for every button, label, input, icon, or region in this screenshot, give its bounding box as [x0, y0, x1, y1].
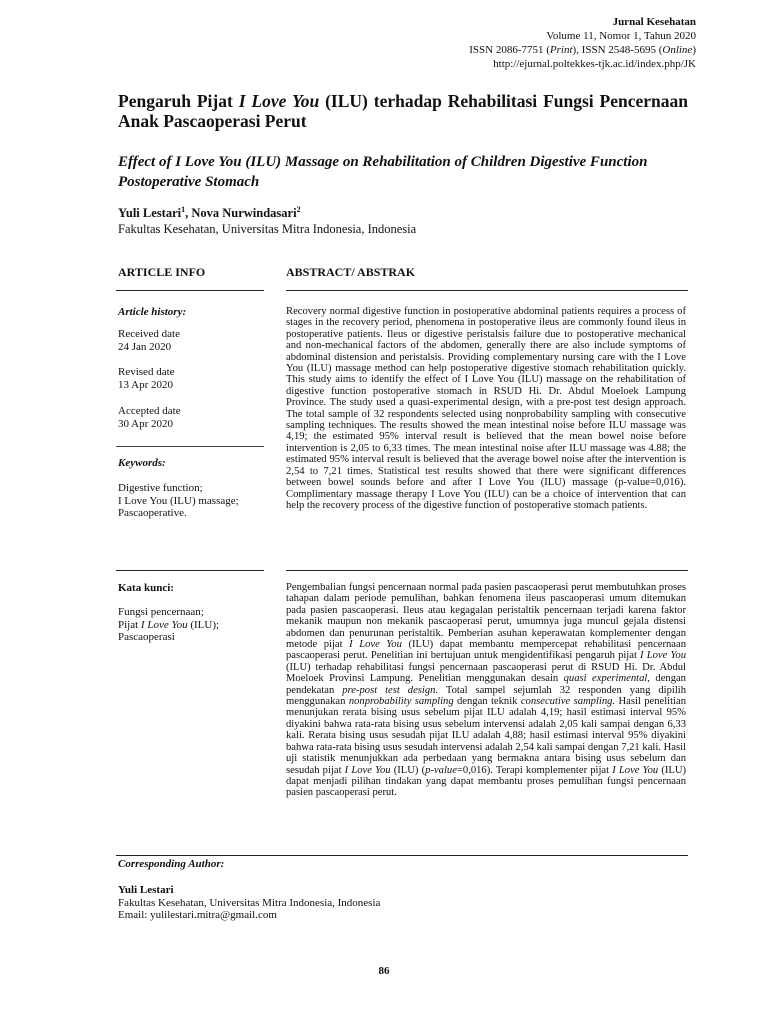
abs-id-seg: dengan teknik — [453, 696, 521, 708]
article-history-label: Article history: — [118, 306, 187, 318]
kk2-pre: Pijat — [118, 618, 141, 631]
revised-date: 13 Apr 2020 — [118, 378, 173, 391]
abstract-english — [286, 306, 686, 511]
author-sep: , — [185, 206, 192, 221]
abs-id-seg: Pengembalian fungsi pencernaan normal pada pasien pascaoperasi perut membutuhkan proses tahapan dalam periode pemulihan, bahkan fenomena ileus pascaoperasi umum ditemukan pada pasien pascaoperasi. Ileus atau kegagalan peristaltik pencernaan terjadi karena faktor mekanik maupun non mekanik pascaoperasi perut, umumnya juga muncul gejala distensi abdomen dan penurunan peristaltik. Pemberian asuhan keperawatan komplementer dengan metode pijat — [286, 582, 686, 651]
article-info-heading: ARTICLE INFO — [118, 265, 206, 279]
journal-issn — [469, 43, 696, 57]
abs-id-seg: (ILU) terhadap rehabilitasi fungsi pencernaan pascaoperasi perut di RSUD Hi. Dr. Abdul Moeloek Provinsi Lampung. Penelitian menggunakan desain — [286, 661, 686, 685]
author-2-sup: 2 — [296, 205, 301, 214]
authors — [118, 205, 301, 221]
kk2-post: (ILU); — [187, 618, 220, 631]
kata-kunci-label: Kata kunci: — [118, 582, 174, 594]
accepted-block — [118, 405, 181, 430]
title-id-italic: I Love You — [238, 91, 320, 111]
title-id-part2: (ILU) terhadap Rehabilitasi Fungsi Pencernaan Anak Pascaoperasi Perut — [118, 91, 689, 131]
keywords-label: Keywords: — [118, 457, 166, 469]
abs-id-italic: p-value — [425, 764, 457, 776]
rule-right-top — [286, 290, 688, 291]
abs-id-seg: (ILU) dapat membantu mempercepat rehabilitasi pencernaan pascaoperasi perut. Penelitian ini bertujuan untuk mengidentifikasi pengaruh pijat — [286, 639, 686, 662]
accepted-date: 30 Apr 2020 — [118, 417, 173, 430]
corresponding-name: Yuli Lestari — [118, 884, 174, 896]
abs-id-italic: I Love You — [344, 764, 391, 776]
abstract-indonesian-text — [286, 582, 686, 799]
issn-prefix: ISSN 2086-7751 ( — [469, 44, 550, 56]
issn-online: Online — [662, 44, 693, 56]
abs-id-seg: Total sampel sejumlah 32 responden yang dipilih menggunakan — [286, 684, 687, 708]
abs-id-italic: I Love You — [349, 639, 402, 651]
abs-id-seg: (ILU) ( — [390, 764, 426, 776]
author-1-sup: 1 — [181, 205, 186, 214]
rule-left-top — [116, 290, 264, 291]
rule-left-mid — [116, 446, 264, 447]
received-block — [118, 328, 180, 353]
journal-header — [469, 15, 696, 71]
journal-url[interactable]: http://ejurnal.poltekkes-tjk.ac.id/index.php/JK — [493, 58, 696, 70]
abstract-indonesian — [286, 582, 686, 799]
journal-volume: Volume 11, Nomor 1, Tahun 2020 — [546, 30, 696, 42]
revised-block — [118, 366, 175, 391]
rule-right-lower — [286, 570, 688, 571]
corresponding-affiliation: Fakultas Kesehatan, Universitas Mitra Indonesia, Indonesia — [118, 896, 381, 909]
page-number: 86 — [378, 965, 390, 977]
keyword-item: Pascaoperative. — [118, 507, 187, 519]
corresponding-block — [118, 884, 380, 922]
keyword-item: I Love You (ILU) massage; — [118, 494, 239, 507]
corresponding-label: Corresponding Author: — [118, 858, 225, 870]
rule-left-lower — [116, 570, 264, 571]
kata-kunci-item: Pascaoperasi — [118, 631, 175, 643]
journal-name: Jurnal Kesehatan — [612, 16, 696, 28]
rule-bottom — [116, 855, 688, 856]
title-id-part1: Pengaruh Pijat — [118, 91, 239, 111]
accepted-label: Accepted date — [118, 405, 181, 417]
received-label: Received date — [118, 328, 180, 340]
keyword-item: Digestive function; — [118, 482, 203, 494]
abs-id-italic: quasi experimental, — [563, 673, 650, 685]
keywords-list — [118, 482, 239, 520]
received-date: 24 Jan 2020 — [118, 340, 172, 353]
abs-id-italic: pre-post test design. — [342, 684, 439, 696]
abs-id-seg: dengan pendekatan — [286, 673, 686, 696]
author-1: Yuli Lestari — [118, 206, 182, 221]
abs-id-italic: I Love You — [640, 650, 686, 662]
author-2: Nova Nurwindasari — [191, 206, 297, 221]
abs-id-italic: nonprobability sampling — [348, 696, 454, 708]
abs-id-seg: (ILU) dapat menjadi pilihan tindakan yang dapat membantu proses pemulihan fungsi pencernaan pasien pascaoperasi perut. — [286, 764, 687, 799]
abstract-english-text: Recovery normal digestive function in postoperative abdominal patients requires a process of stages in the recovery period, phenomena in postoperative ileus are commonly found ileus in postoperative patients. Ileus or digestive peristalsis failure due to postoperative mechanical and non-mechanical factors of the abdomen, generally there are also include symptoms of abdominal distension and peristalsis. Providing complementary nursing care with the I Love You (ILU) massage method can help postoperative digestive stomach rehabilitation quickly. This study aims to identify the effect of I Love You (ILU) massage on the rehabilitation of digestive function postoperative stomach in RSUD Hi. Dr. Abdul Moeloek Lampung Province. The study used a quasi-experimental design, with a pre-post test design approach. The total sample of 32 respondents selected using nonprobability sampling with consecutive sampling techniques. The results showed the mean intestinal noise before ILU massage was 4,19; the estimated 95% interval result is believed that the mean bowel noise before intervention is 2,05 to 6,33 times. The mean intestinal noise after ILU massage was 4.88; the estimated 95% interval result is believed that the average bowel noise after the intervention is 2,54 to 7,21 times. Statistical test results showed that there were significant differences between bowel sounds before and after I Love You (ILU) massage (p-value=0,016). Complimentary massage therapy I Love You (ILU) can be a choice of intervention that can help the recovery process of the digestive function of postoperative stomach patients. — [286, 306, 686, 511]
abs-id-italic: consecutive sampling. — [520, 696, 616, 708]
title-english: Effect of I Love You (ILU) Massage on Rehabilitation of Children Digestive Function Postoperative Stomach — [118, 154, 648, 190]
title-indonesian — [118, 91, 688, 131]
abs-id-seg: =0,016). Terapi komplementer pijat — [456, 764, 613, 776]
corresponding-email[interactable]: Email: yulilestari.mitra@gmail.com — [118, 909, 277, 921]
abs-id-italic: I Love You — [612, 764, 659, 776]
kata-kunci-item: Fungsi pencernaan; — [118, 606, 204, 618]
revised-label: Revised date — [118, 366, 175, 378]
issn-suffix: ) — [692, 44, 696, 56]
issn-print: Print — [549, 44, 573, 56]
kk2-italic: I Love You — [140, 618, 188, 631]
issn-mid: ), ISSN 2548-5695 ( — [572, 44, 663, 56]
kata-kunci-list — [118, 606, 219, 644]
affiliation: Fakultas Kesehatan, Universitas Mitra Indonesia, Indonesia — [118, 222, 417, 236]
abs-id-seg: Hasil penelitian menunjukan rerata bising usus sebelum pijat ILU adalah 4,19; hasil estimasi interval 95% diyakini bahwa rata-rata bising usus sebelum intervensi adalah 2,05 kali sampai dengan 6,33 kali. Rerata bising usus sesudah pijat ILU adalah 4,88; hasil estimasi interval 95% diyakini bahwa rata-rata bising usus sesudah intervensi adalah 2,54 kali sampai dengan 7,21 kali. Hasil uji statistik menunjukkan ada perbedaan yang bermakna antara bising usus sebelum dan sesudah pijat — [286, 696, 686, 776]
kata-kunci-item — [118, 619, 219, 632]
abstract-heading: ABSTRACT/ ABSTRAK — [286, 265, 416, 279]
